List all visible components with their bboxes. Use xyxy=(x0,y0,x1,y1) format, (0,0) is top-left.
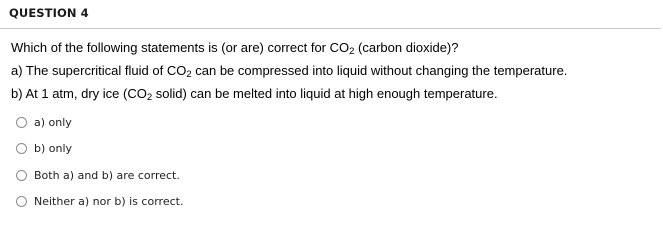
stem-intro-text: Which of the following statements is (or are) correct for CO xyxy=(11,40,350,55)
statement-a-subscript: 2 xyxy=(186,69,192,80)
answer-option-both[interactable] xyxy=(16,167,180,183)
statement-b-text: b) At 1 atm, dry ice (CO xyxy=(11,86,147,101)
answer-option-a-only[interactable] xyxy=(16,114,72,130)
radio-button[interactable] xyxy=(16,196,27,207)
stem-intro-subscript: 2 xyxy=(349,46,355,57)
question-title: QUESTION 4 xyxy=(9,6,89,20)
answer-option-label[interactable]: Both a) and b) are correct. xyxy=(34,168,180,182)
answer-option-label[interactable]: a) only xyxy=(34,115,72,129)
statement-a-text: a) The supercritical fluid of CO xyxy=(11,63,187,78)
statement-a-text-end: can be compressed into liquid without changing the temperature. xyxy=(191,63,568,78)
statement-a xyxy=(11,63,567,78)
radio-button[interactable] xyxy=(16,117,27,128)
statement-b-text-end: solid) can be melted into liquid at high enough temperature. xyxy=(152,86,498,101)
answer-option-b-only[interactable] xyxy=(16,140,72,156)
answer-option-neither[interactable] xyxy=(16,193,183,209)
answer-option-label[interactable]: b) only xyxy=(34,141,73,155)
radio-button[interactable] xyxy=(16,170,27,181)
stem-intro-text-end: (carbon dioxide)? xyxy=(354,40,459,55)
question-stem xyxy=(11,40,458,55)
radio-button[interactable] xyxy=(16,143,27,154)
answer-option-label[interactable]: Neither a) nor b) is correct. xyxy=(34,194,184,208)
question-header xyxy=(0,0,661,29)
statement-b xyxy=(11,86,498,101)
statement-b-subscript: 2 xyxy=(146,92,153,103)
